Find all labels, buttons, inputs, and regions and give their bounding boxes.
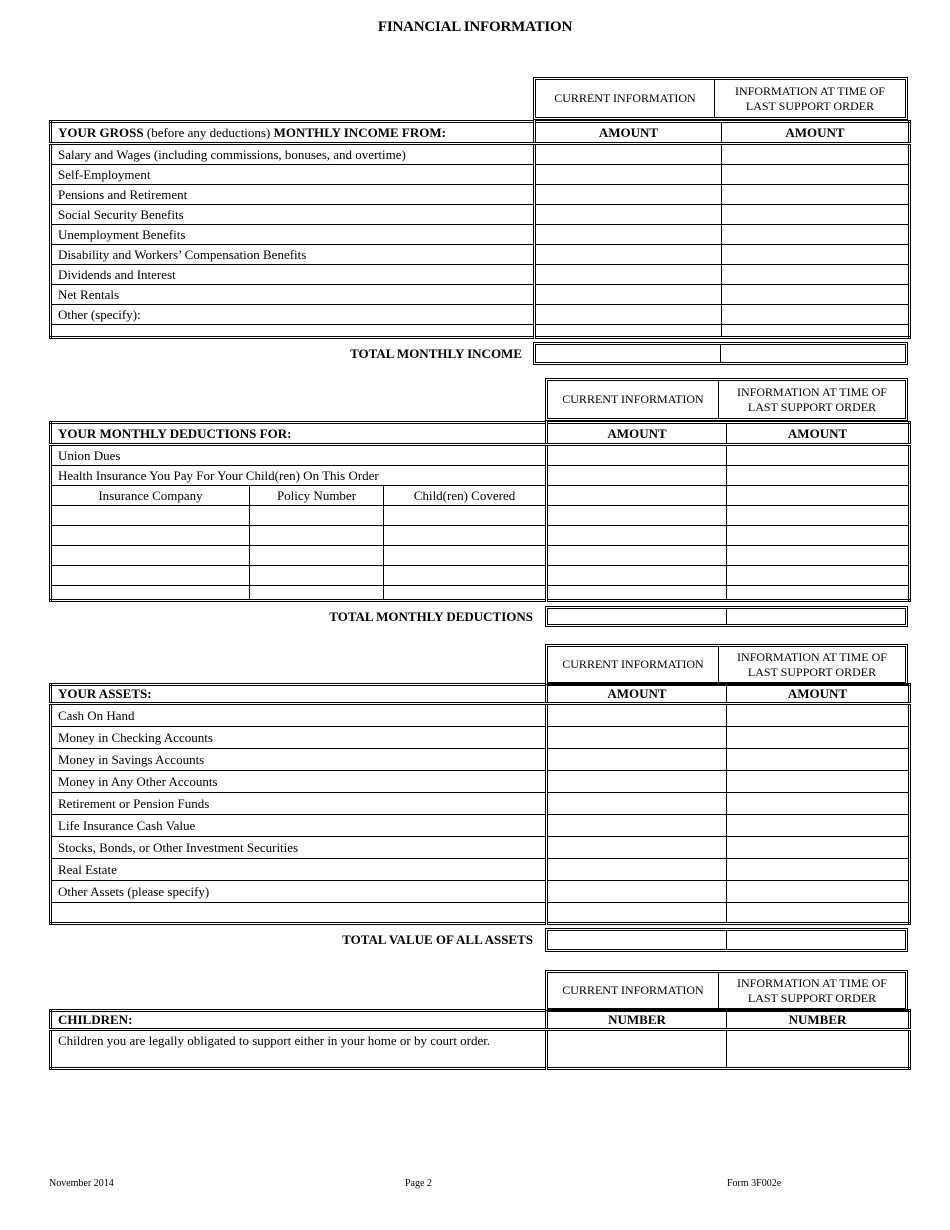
table-row [51, 245, 910, 265]
amount-field-last[interactable] [722, 205, 910, 225]
assets-heading-row [51, 685, 910, 704]
insurance-subheader-row [51, 486, 910, 506]
children-column-header [545, 970, 908, 1011]
total-deductions-boxes [545, 606, 908, 627]
amount-header-current: AMOUNT [547, 423, 727, 445]
row-label: Life Insurance Cash Value [51, 815, 547, 837]
footer-page: Page 2 [405, 1178, 432, 1189]
total-deductions-last[interactable] [726, 609, 905, 624]
amount-field-last[interactable] [727, 749, 910, 771]
total-monthly-income-label: TOTAL MONTHLY INCOME [350, 346, 522, 361]
amount-field-last[interactable] [727, 881, 910, 903]
total-income-boxes [533, 342, 908, 365]
children-heading: CHILDREN: [51, 1011, 547, 1030]
policy-number-field[interactable] [250, 586, 384, 601]
amount-header-last: AMOUNT [722, 122, 910, 144]
amount-field-current[interactable] [547, 566, 727, 586]
total-assets-last[interactable] [726, 931, 905, 949]
specify-field[interactable] [51, 903, 547, 924]
amount-field-current[interactable] [535, 245, 722, 265]
row-label: Money in Savings Accounts [51, 749, 547, 771]
amount-field-current[interactable] [547, 586, 727, 601]
income-table [49, 120, 911, 339]
assets-table [49, 683, 911, 925]
row-label: Children you are legally obligated to support either in your home or by court order. [51, 1030, 547, 1069]
last-order-header: INFORMATION AT TIME OF LAST SUPPORT ORDER [714, 80, 905, 117]
deductions-table [49, 421, 911, 602]
amount-field-last[interactable] [722, 144, 910, 165]
amount-field-current[interactable] [547, 815, 727, 837]
income-column-header [533, 77, 908, 120]
deductions-heading-row [51, 423, 910, 445]
amount-field-current[interactable] [535, 225, 722, 245]
number-field-last[interactable] [727, 1030, 910, 1069]
row-label: Social Security Benefits [51, 205, 535, 225]
last-order-header: INFORMATION AT TIME OF LAST SUPPORT ORDER [718, 381, 905, 418]
amount-field-last[interactable] [722, 225, 910, 245]
amount-field-current[interactable] [547, 793, 727, 815]
row-label: Salary and Wages (including commissions, bonuses, and overtime) [51, 144, 535, 165]
amount-field-current[interactable] [535, 265, 722, 285]
current-info-header: CURRENT INFORMATION [554, 91, 696, 105]
children-table [49, 1009, 911, 1070]
amount-header-current: AMOUNT [535, 122, 722, 144]
table-row [51, 749, 910, 771]
children-covered-field[interactable] [384, 566, 547, 586]
amount-header-current: AMOUNT [547, 685, 727, 704]
amount-field-last[interactable] [722, 165, 910, 185]
assets-heading: YOUR ASSETS: [51, 685, 547, 704]
insurance-row [51, 566, 910, 586]
total-income-last[interactable] [720, 345, 905, 362]
amount-header-last: AMOUNT [727, 685, 910, 704]
amount-field-last[interactable] [727, 466, 910, 486]
row-label: Pensions and Retirement [51, 185, 535, 205]
table-row [51, 793, 910, 815]
amount-field-current[interactable] [547, 506, 727, 526]
amount-field-current[interactable] [535, 325, 722, 338]
row-label: Net Rentals [51, 285, 535, 305]
row-label: Money in Checking Accounts [51, 727, 547, 749]
row-label: Disability and Workers’ Compensation Benefits [51, 245, 535, 265]
insurance-company-field[interactable] [51, 526, 250, 546]
specify-field[interactable] [51, 325, 535, 338]
amount-field-last[interactable] [727, 526, 910, 546]
amount-field-last[interactable] [722, 185, 910, 205]
amount-field-last[interactable] [727, 903, 910, 924]
policy-number-field[interactable] [250, 546, 384, 566]
amount-field-current[interactable] [547, 771, 727, 793]
amount-field-last[interactable] [727, 815, 910, 837]
table-row [51, 325, 910, 338]
footer-date: November 2014 [49, 1178, 114, 1189]
table-row [51, 881, 910, 903]
amount-header-last: AMOUNT [727, 423, 910, 445]
children-covered-field[interactable] [384, 546, 547, 566]
total-income-current[interactable] [536, 345, 720, 362]
amount-field-last[interactable] [727, 793, 910, 815]
amount-field-last[interactable] [722, 265, 910, 285]
amount-field-last[interactable] [727, 566, 910, 586]
amount-field-current[interactable] [535, 185, 722, 205]
insurance-company-field[interactable] [51, 586, 250, 601]
table-row [51, 859, 910, 881]
amount-field-last[interactable] [722, 325, 910, 338]
table-row [51, 144, 910, 165]
children-covered-field[interactable] [384, 586, 547, 601]
assets-column-header [545, 644, 908, 685]
insurance-company-field[interactable] [51, 566, 250, 586]
amount-field-current[interactable] [547, 749, 727, 771]
insurance-company-field[interactable] [51, 546, 250, 566]
row-label: Cash On Hand [51, 704, 547, 727]
number-field-current[interactable] [547, 1030, 727, 1069]
total-value-assets-label: TOTAL VALUE OF ALL ASSETS [342, 932, 533, 947]
amount-field-current[interactable] [547, 704, 727, 727]
row-label: Retirement or Pension Funds [51, 793, 547, 815]
table-row [51, 265, 910, 285]
row-label: Unemployment Benefits [51, 225, 535, 245]
footer-form: Form 3F002e [727, 1178, 782, 1189]
current-info-header: CURRENT INFORMATION [562, 983, 704, 997]
insurance-company-header: Insurance Company [51, 486, 250, 506]
table-row [51, 225, 910, 245]
amount-field-current[interactable] [535, 144, 722, 165]
table-row [51, 771, 910, 793]
number-header-last: NUMBER [727, 1011, 910, 1030]
last-order-header: INFORMATION AT TIME OF LAST SUPPORT ORDER [718, 973, 905, 1008]
current-info-header: CURRENT INFORMATION [562, 392, 704, 406]
table-row [51, 466, 910, 486]
amount-field-last[interactable] [727, 586, 910, 601]
insurance-row [51, 506, 910, 526]
row-label: Health Insurance You Pay For Your Child(ren) On This Order [51, 466, 547, 486]
table-row [51, 205, 910, 225]
amount-field-last[interactable] [727, 486, 910, 506]
table-row [51, 704, 910, 727]
amount-field-last[interactable] [727, 445, 910, 466]
total-assets-current[interactable] [548, 931, 726, 949]
row-label: Money in Any Other Accounts [51, 771, 547, 793]
policy-number-field[interactable] [250, 526, 384, 546]
amount-field-current[interactable] [535, 305, 722, 325]
amount-field-current[interactable] [547, 546, 727, 566]
income-heading: YOUR GROSS (before any deductions) MONTHLY INCOME FROM: [51, 122, 535, 144]
insurance-row [51, 546, 910, 566]
children-covered-header: Child(ren) Covered [384, 486, 547, 506]
table-row [51, 727, 910, 749]
amount-field-last[interactable] [722, 245, 910, 265]
row-label: Stocks, Bonds, or Other Investment Securities [51, 837, 547, 859]
number-header-current: NUMBER [547, 1011, 727, 1030]
row-label: Self-Employment [51, 165, 535, 185]
insurance-row [51, 586, 910, 601]
amount-field-last[interactable] [727, 771, 910, 793]
table-row [51, 445, 910, 466]
amount-field-current[interactable] [547, 445, 727, 466]
table-row [51, 305, 910, 325]
row-label: Other Assets (please specify) [51, 881, 547, 903]
amount-field-last[interactable] [727, 727, 910, 749]
current-info-header: CURRENT INFORMATION [562, 657, 704, 671]
table-row [51, 185, 910, 205]
table-row [51, 815, 910, 837]
amount-field-last[interactable] [722, 305, 910, 325]
amount-field-last[interactable] [727, 546, 910, 566]
policy-number-field[interactable] [250, 566, 384, 586]
amount-field-current[interactable] [547, 903, 727, 924]
table-row [51, 165, 910, 185]
amount-field-current[interactable] [547, 859, 727, 881]
amount-field-last[interactable] [727, 506, 910, 526]
deductions-column-header [545, 378, 908, 421]
children-covered-field[interactable] [384, 506, 547, 526]
row-label: Other (specify): [51, 305, 535, 325]
children-covered-field[interactable] [384, 526, 547, 546]
table-row [51, 903, 910, 924]
insurance-company-field[interactable] [51, 506, 250, 526]
page-title: FINANCIAL INFORMATION [377, 19, 573, 35]
row-label: Dividends and Interest [51, 265, 535, 285]
insurance-row [51, 526, 910, 546]
policy-number-field[interactable] [250, 506, 384, 526]
total-assets-boxes [545, 928, 908, 952]
amount-field-current[interactable] [547, 727, 727, 749]
total-deductions-current[interactable] [548, 609, 726, 624]
row-label: Union Dues [51, 445, 547, 466]
table-row [51, 285, 910, 305]
policy-number-header: Policy Number [250, 486, 384, 506]
amount-field-current[interactable] [547, 466, 727, 486]
amount-field-current[interactable] [547, 526, 727, 546]
amount-field-current[interactable] [535, 165, 722, 185]
amount-field-last[interactable] [727, 704, 910, 727]
table-row [51, 837, 910, 859]
total-monthly-deductions-label: TOTAL MONTHLY DEDUCTIONS [329, 609, 533, 624]
amount-field-current[interactable] [535, 285, 722, 305]
deductions-heading: YOUR MONTHLY DEDUCTIONS FOR: [51, 423, 547, 445]
amount-field-current[interactable] [547, 837, 727, 859]
amount-field-last[interactable] [727, 837, 910, 859]
amount-field-last[interactable] [722, 285, 910, 305]
children-heading-row [51, 1011, 910, 1030]
row-label: Real Estate [51, 859, 547, 881]
table-row [51, 1030, 910, 1069]
last-order-header: INFORMATION AT TIME OF LAST SUPPORT ORDER [718, 647, 905, 682]
income-heading-row [51, 122, 910, 144]
amount-field-last[interactable] [727, 859, 910, 881]
amount-field-current[interactable] [547, 486, 727, 506]
amount-field-current[interactable] [535, 205, 722, 225]
amount-field-current[interactable] [547, 881, 727, 903]
